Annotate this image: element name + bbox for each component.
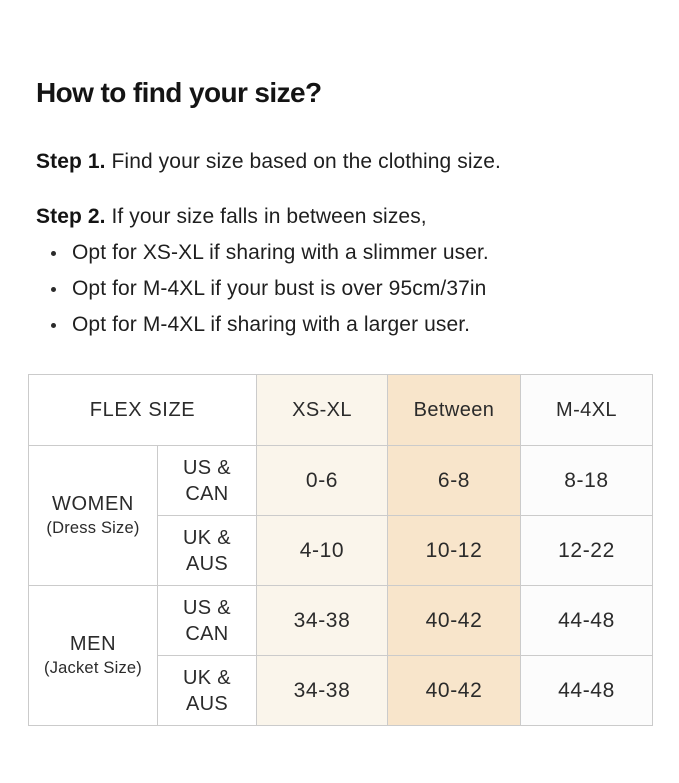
step-2-label: Step 2. (36, 205, 106, 228)
bullet-text: Opt for M-4XL if sharing with a larger user. (72, 313, 471, 336)
column-header-between: Between (388, 375, 521, 446)
size-value-cell: 44-48 (521, 656, 653, 726)
size-value-cell: 4-10 (257, 516, 388, 586)
instructions-block (0, 76, 679, 343)
step-1-text: Find your size based on the clothing size. (111, 150, 501, 173)
size-value-cell: 12-22 (521, 516, 653, 586)
bullet-icon (51, 287, 56, 292)
size-value-cell: 10-12 (388, 516, 521, 586)
region-cell: US & CAN (158, 586, 257, 656)
size-value-cell: 34-38 (257, 586, 388, 656)
size-value-cell: 44-48 (521, 586, 653, 656)
table-row-men-us-can (29, 586, 653, 656)
size-value-cell: 34-38 (257, 656, 388, 726)
step-2 (36, 203, 649, 231)
bullet-item (36, 271, 649, 307)
size-value-cell: 6-8 (388, 446, 521, 516)
table-row-women-us-can (29, 446, 653, 516)
size-table (28, 374, 653, 726)
bullet-list (36, 235, 649, 343)
women-group-sublabel: (Dress Size) (46, 519, 140, 537)
size-value-cell: 40-42 (388, 656, 521, 726)
page-title: How to find your size? (36, 77, 322, 108)
column-header-m-4xl: M-4XL (521, 375, 653, 446)
flex-size-header: FLEX SIZE (29, 375, 257, 446)
size-value-cell: 40-42 (388, 586, 521, 656)
step-2-text: If your size falls in between sizes, (111, 205, 427, 228)
bullet-item (36, 307, 649, 343)
bullet-icon (51, 323, 56, 328)
step-1-label: Step 1. (36, 150, 106, 173)
bullet-text: Opt for XS-XL if sharing with a slimmer user. (72, 241, 489, 264)
women-group-label: WOMEN (52, 493, 134, 515)
bullet-item (36, 235, 649, 271)
bullet-text: Opt for M-4XL if your bust is over 95cm/37in (72, 277, 487, 300)
men-group-label: MEN (69, 633, 117, 655)
region-cell: UK & AUS (158, 656, 257, 726)
men-group-cell (29, 586, 158, 726)
men-group-sublabel: (Jacket Size) (44, 659, 142, 677)
size-value-cell: 0-6 (257, 446, 388, 516)
size-value-cell: 8-18 (521, 446, 653, 516)
step-1 (36, 148, 649, 176)
region-cell: UK & AUS (158, 516, 257, 586)
bullet-icon (51, 251, 56, 256)
women-group-cell (29, 446, 158, 586)
region-cell: US & CAN (158, 446, 257, 516)
column-header-xs-xl: XS-XL (257, 375, 388, 446)
table-header-row (29, 375, 653, 446)
